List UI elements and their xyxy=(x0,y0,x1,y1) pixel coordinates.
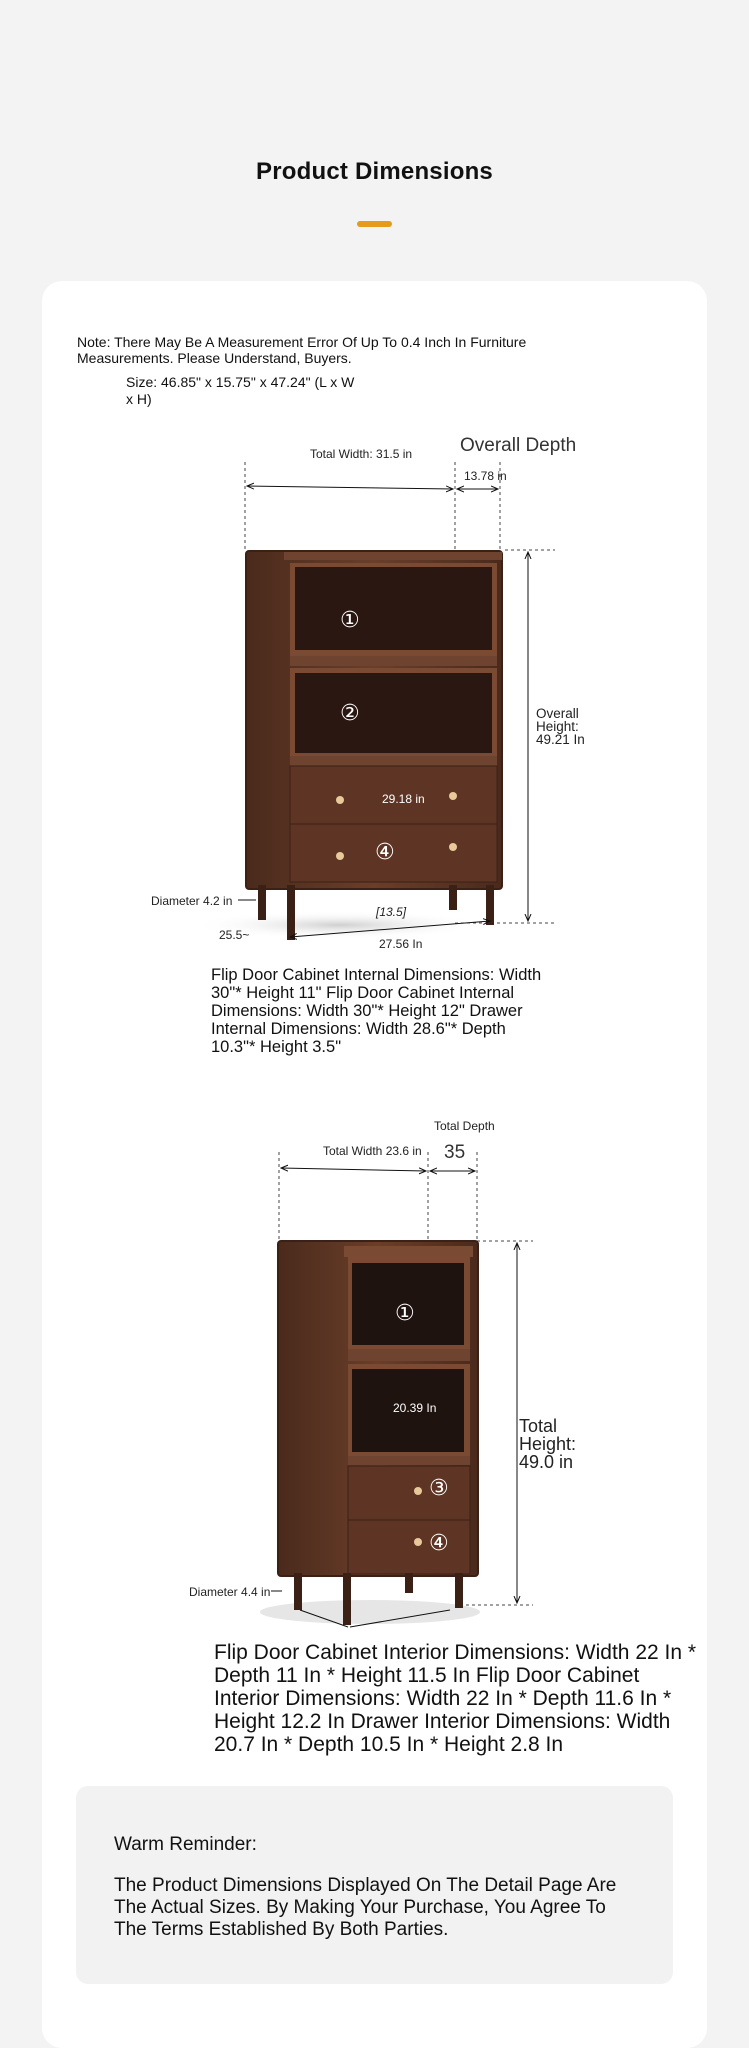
left-value: 25.5~ xyxy=(219,928,250,942)
overall-size: Size: 46.85" x 15.75" x 47.24" (L x W x H) xyxy=(126,374,355,407)
drawer-width-label: 29.18 in xyxy=(382,792,425,806)
d2-total-width-label: Total Width 23.6 in xyxy=(323,1144,422,1158)
d2-total-height-label: Total Height: 49.0 in xyxy=(519,1416,577,1472)
d2-marker-1: ① xyxy=(395,1300,415,1325)
bottom-depth-label: [13.5] xyxy=(376,905,407,919)
d2-total-depth-label: Total Depth xyxy=(434,1119,495,1133)
overall-height-label: Overall Height: 49.21 In xyxy=(536,706,585,747)
d2-diameter-label: Diameter 4.4 in xyxy=(189,1585,271,1599)
reminder-body: The Product Dimensions Displayed On The Detail Page Are The Actual Sizes. By Making Your Purchase, You Agree To The Terms Established By Both Parties. xyxy=(114,1875,617,1940)
warm-reminder-box xyxy=(76,1786,673,1984)
d2-depth-value: 35 xyxy=(444,1142,466,1163)
reminder-title: Warm Reminder: xyxy=(114,1834,257,1855)
marker-2: ② xyxy=(340,700,360,725)
page-title: Product Dimensions xyxy=(256,158,493,185)
diagram1-interior-dimensions: Flip Door Cabinet Internal Dimensions: Width 30"* Height 11" Flip Door Cabinet Internal Dimensions: Width 30"* Height 12" Drawer Internal Dimensions: Width 28.6"* Depth 10.3"* Height 3.5" xyxy=(211,966,542,1056)
diameter-label: Diameter 4.2 in xyxy=(151,894,233,908)
d2-mid-value: 20.39 In xyxy=(393,1401,437,1415)
measurement-note: Note: There May Be A Measurement Error Of Up To 0.4 Inch In Furniture Measurements. Please Understand, Buyers. xyxy=(77,334,527,366)
d2-marker-3: ③ xyxy=(429,1475,449,1500)
marker-1: ① xyxy=(340,607,360,632)
total-width-label: Total Width: 31.5 in xyxy=(310,447,413,461)
bottom-width-label: 27.56 In xyxy=(379,937,423,951)
d2-marker-4: ④ xyxy=(429,1530,449,1555)
marker-4: ④ xyxy=(375,839,395,864)
depth-value: 13.78 in xyxy=(464,469,507,483)
overall-depth-label: Overall Depth xyxy=(460,435,577,456)
diagram2-interior-dimensions: Flip Door Cabinet Interior Dimensions: Width 22 In * Depth 11 In * Height 11.5 In Flip Door Cabinet Interior Dimensions: Width 22 In * Depth 11.6 In * Height 12.2 In Drawer Interior Dimensions: Width 20.7 In * Depth 10.5 In * Height 2.8 In xyxy=(214,1641,697,1756)
